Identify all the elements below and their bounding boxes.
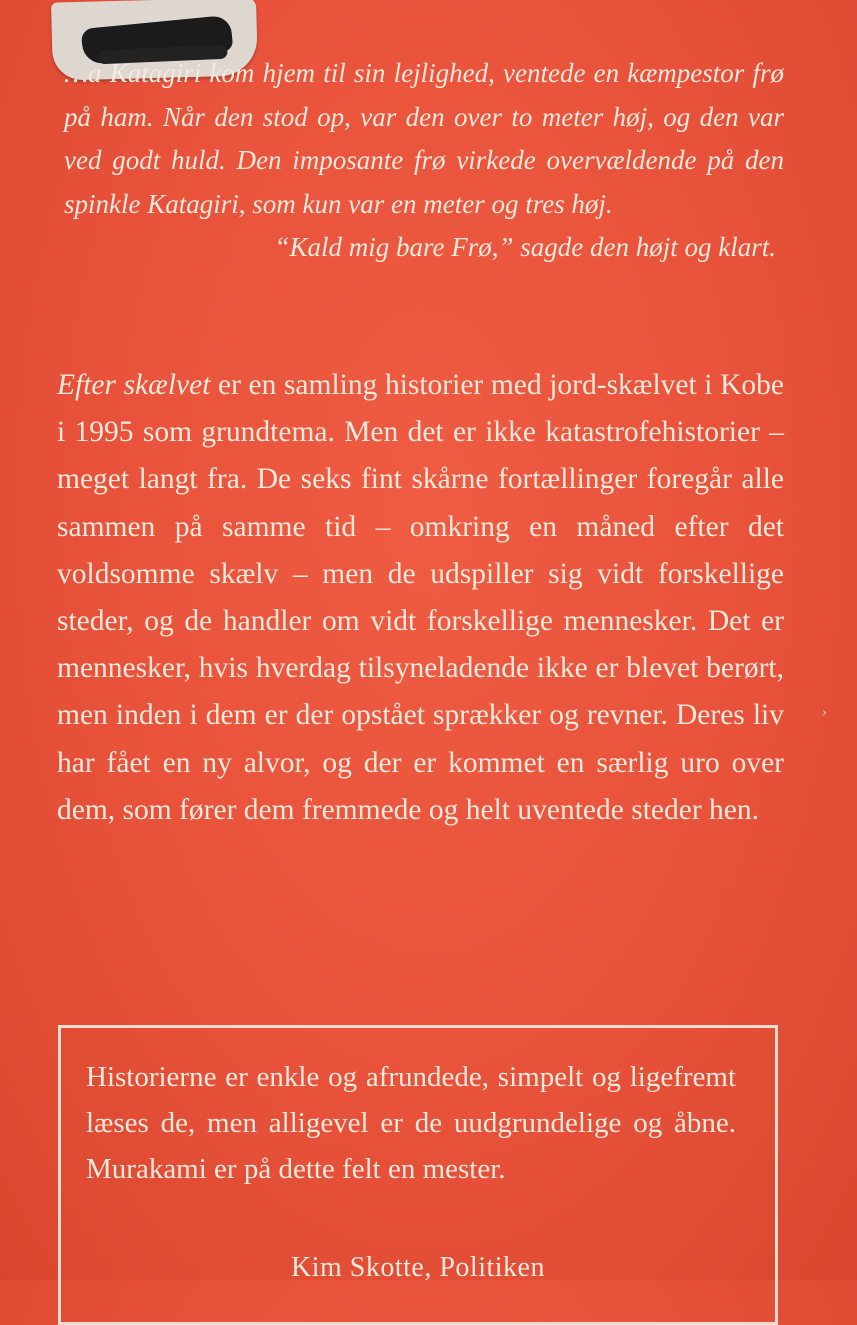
- excerpt: [64, 52, 784, 270]
- description: [57, 362, 784, 834]
- excerpt-quote: “Kald mig bare Frø,” sagde den højt og klart.: [274, 232, 776, 262]
- review-source: Kim Skotte, Politiken: [291, 1252, 545, 1283]
- excerpt-paragraph: …a Katagiri kom hjem til sin lejlighed, ventede en kæmpestor frø på ham. Når den stod op, var den over to meter høj, og den var ved godt huld. Den imposante frø virkede overvældende på den spinkle Katagiri, som kun var en meter og tres høj.: [64, 58, 784, 219]
- stray-mark: ›: [822, 705, 827, 720]
- review-text: Historierne er enkle og afrundede, simpelt og ligefremt læses de, men alligevel er de uudgrundelige og åbne. Murakami er på dette felt en mester.: [86, 1061, 736, 1185]
- book-title: Efter skælvet: [57, 369, 211, 401]
- review-box: [58, 1025, 778, 1325]
- description-body: er en samling historier med jord-skælvet i Kobe i 1995 som grundtema. Men det er ikke katastrofehistorier – meget langt fra. De seks fint skårne fortællinger foregår alle sammen på samme tid – omkring en måned efter det voldsomme skælv – men de udspiller sig vidt forskellige steder, og de handler om vidt forskellige mennesker. Det er mennesker, hvis hverdag tilsyneladende ikke er blevet berørt, men inden i dem er der opstået sprækker og revner. Deres liv har fået en ny alvor, og der er kommet en særlig uro over dem, som fører dem fremmede og helt uventede steder hen.: [57, 369, 784, 826]
